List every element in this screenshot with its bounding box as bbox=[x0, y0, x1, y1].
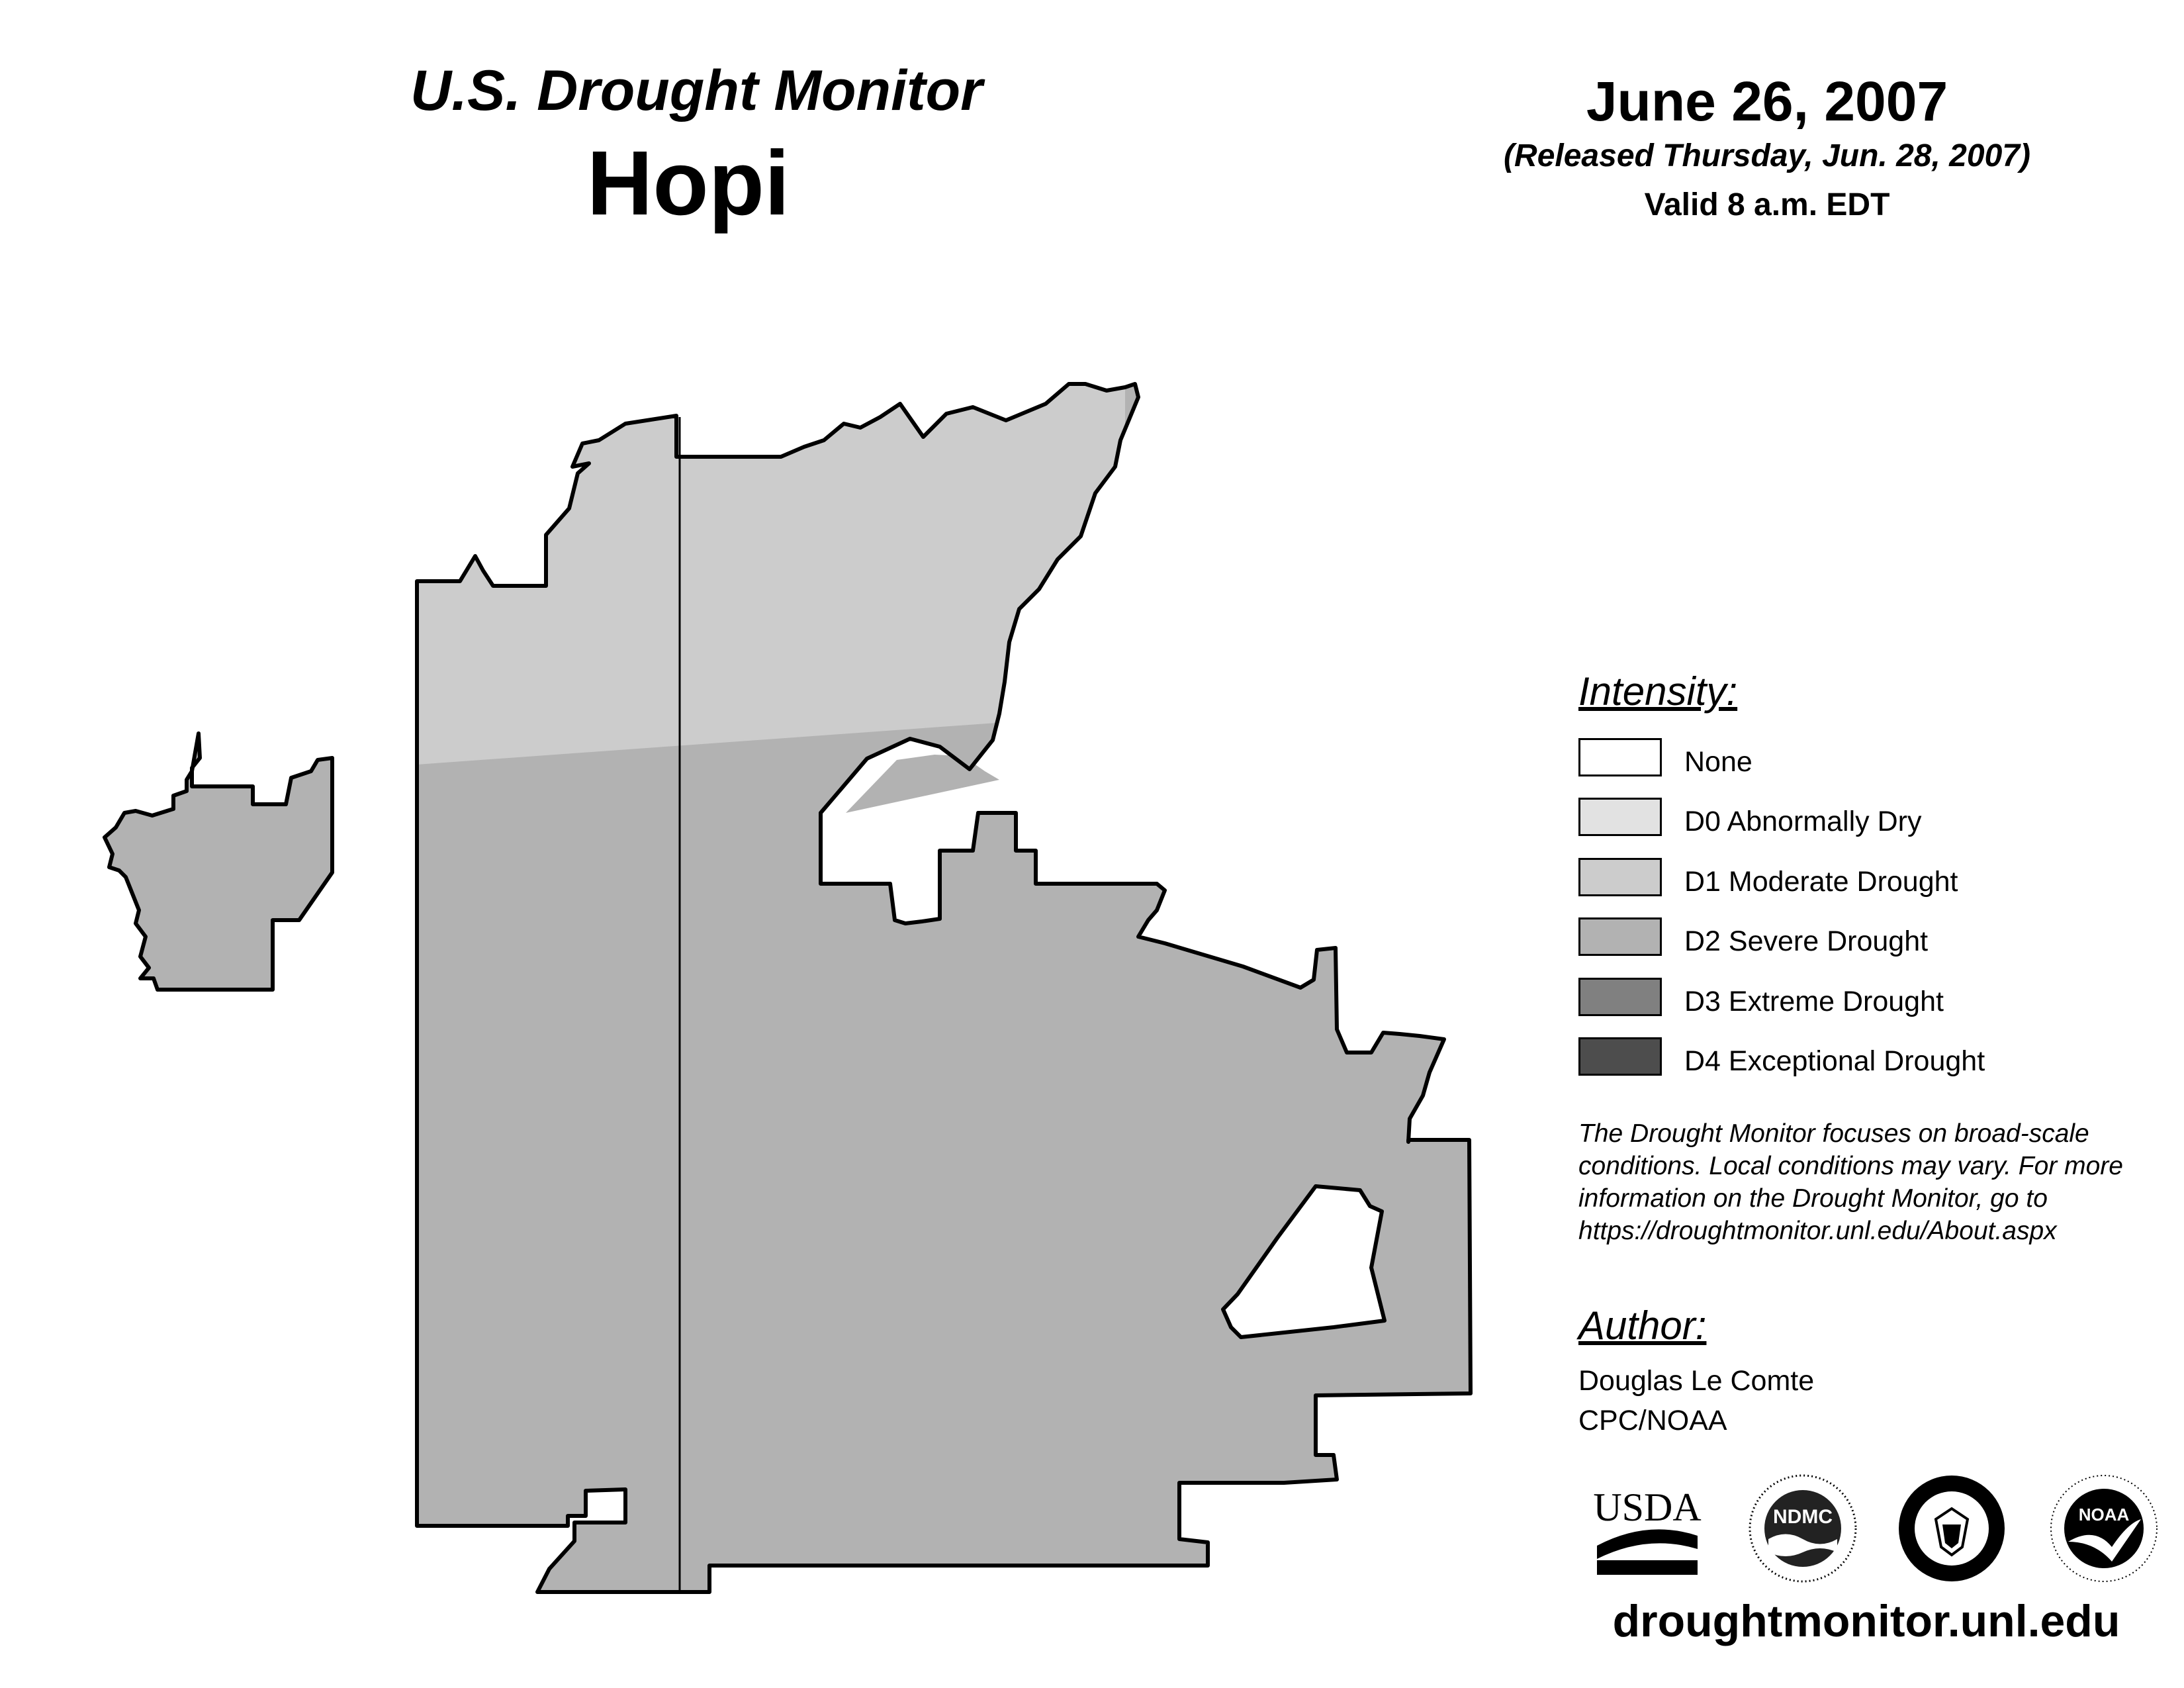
legend-title: Intensity: bbox=[1578, 669, 1738, 714]
legend-swatch-d3 bbox=[1578, 978, 1662, 1016]
author-title: Author: bbox=[1578, 1303, 1707, 1348]
legend-swatch-d1 bbox=[1578, 858, 1662, 896]
disclaimer-text: The Drought Monitor focuses on broad-scale conditions. Local conditions may vary. For more information on the Drought Monitor, go to https://droughtmonitor.unl.edu/About.aspx bbox=[1578, 1119, 2123, 1245]
legend-swatch-d0 bbox=[1578, 798, 1662, 836]
d1-zone bbox=[397, 371, 1125, 767]
noaa-logo-text: NOAA bbox=[2078, 1505, 2130, 1524]
author-name: Douglas Le Comte bbox=[1578, 1365, 1815, 1397]
legend-swatch-none bbox=[1578, 738, 1662, 776]
map-date: June 26, 2007 bbox=[1586, 70, 1948, 132]
site-url[interactable]: droughtmonitor.unl.edu bbox=[1612, 1596, 2120, 1646]
western-area bbox=[105, 733, 332, 990]
legend-label-d0: D0 Abnormally Dry bbox=[1684, 806, 1922, 837]
monitor-title: U.S. Drought Monitor bbox=[410, 59, 983, 122]
noaa-logo bbox=[2048, 1473, 2160, 1584]
legend-swatch-d4 bbox=[1578, 1037, 1662, 1076]
ndmc-logo-text: NDMC bbox=[1773, 1506, 1833, 1528]
legend-label-d4: D4 Exceptional Drought bbox=[1684, 1045, 1985, 1077]
usda-logo bbox=[1592, 1473, 1703, 1584]
main-area-fill bbox=[397, 371, 1489, 1602]
legend-label-d2: D2 Severe Drought bbox=[1684, 925, 1929, 957]
legend-label-d1: D1 Moderate Drought bbox=[1684, 866, 1958, 898]
legend-label-d3: D3 Extreme Drought bbox=[1684, 986, 1944, 1017]
ndmc-logo bbox=[1747, 1473, 1858, 1584]
doc-logo bbox=[1896, 1473, 2007, 1584]
usda-logo-text: USDA bbox=[1593, 1485, 1702, 1529]
region-title: Hopi bbox=[586, 132, 790, 234]
release-date: (Released Thursday, Jun. 28, 2007) bbox=[1504, 138, 2030, 173]
legend-label-none: None bbox=[1684, 746, 1752, 778]
valid-time: Valid 8 a.m. EDT bbox=[1644, 187, 1890, 222]
author-org: CPC/NOAA bbox=[1578, 1405, 1727, 1436]
legend-swatch-d2 bbox=[1578, 917, 1662, 956]
